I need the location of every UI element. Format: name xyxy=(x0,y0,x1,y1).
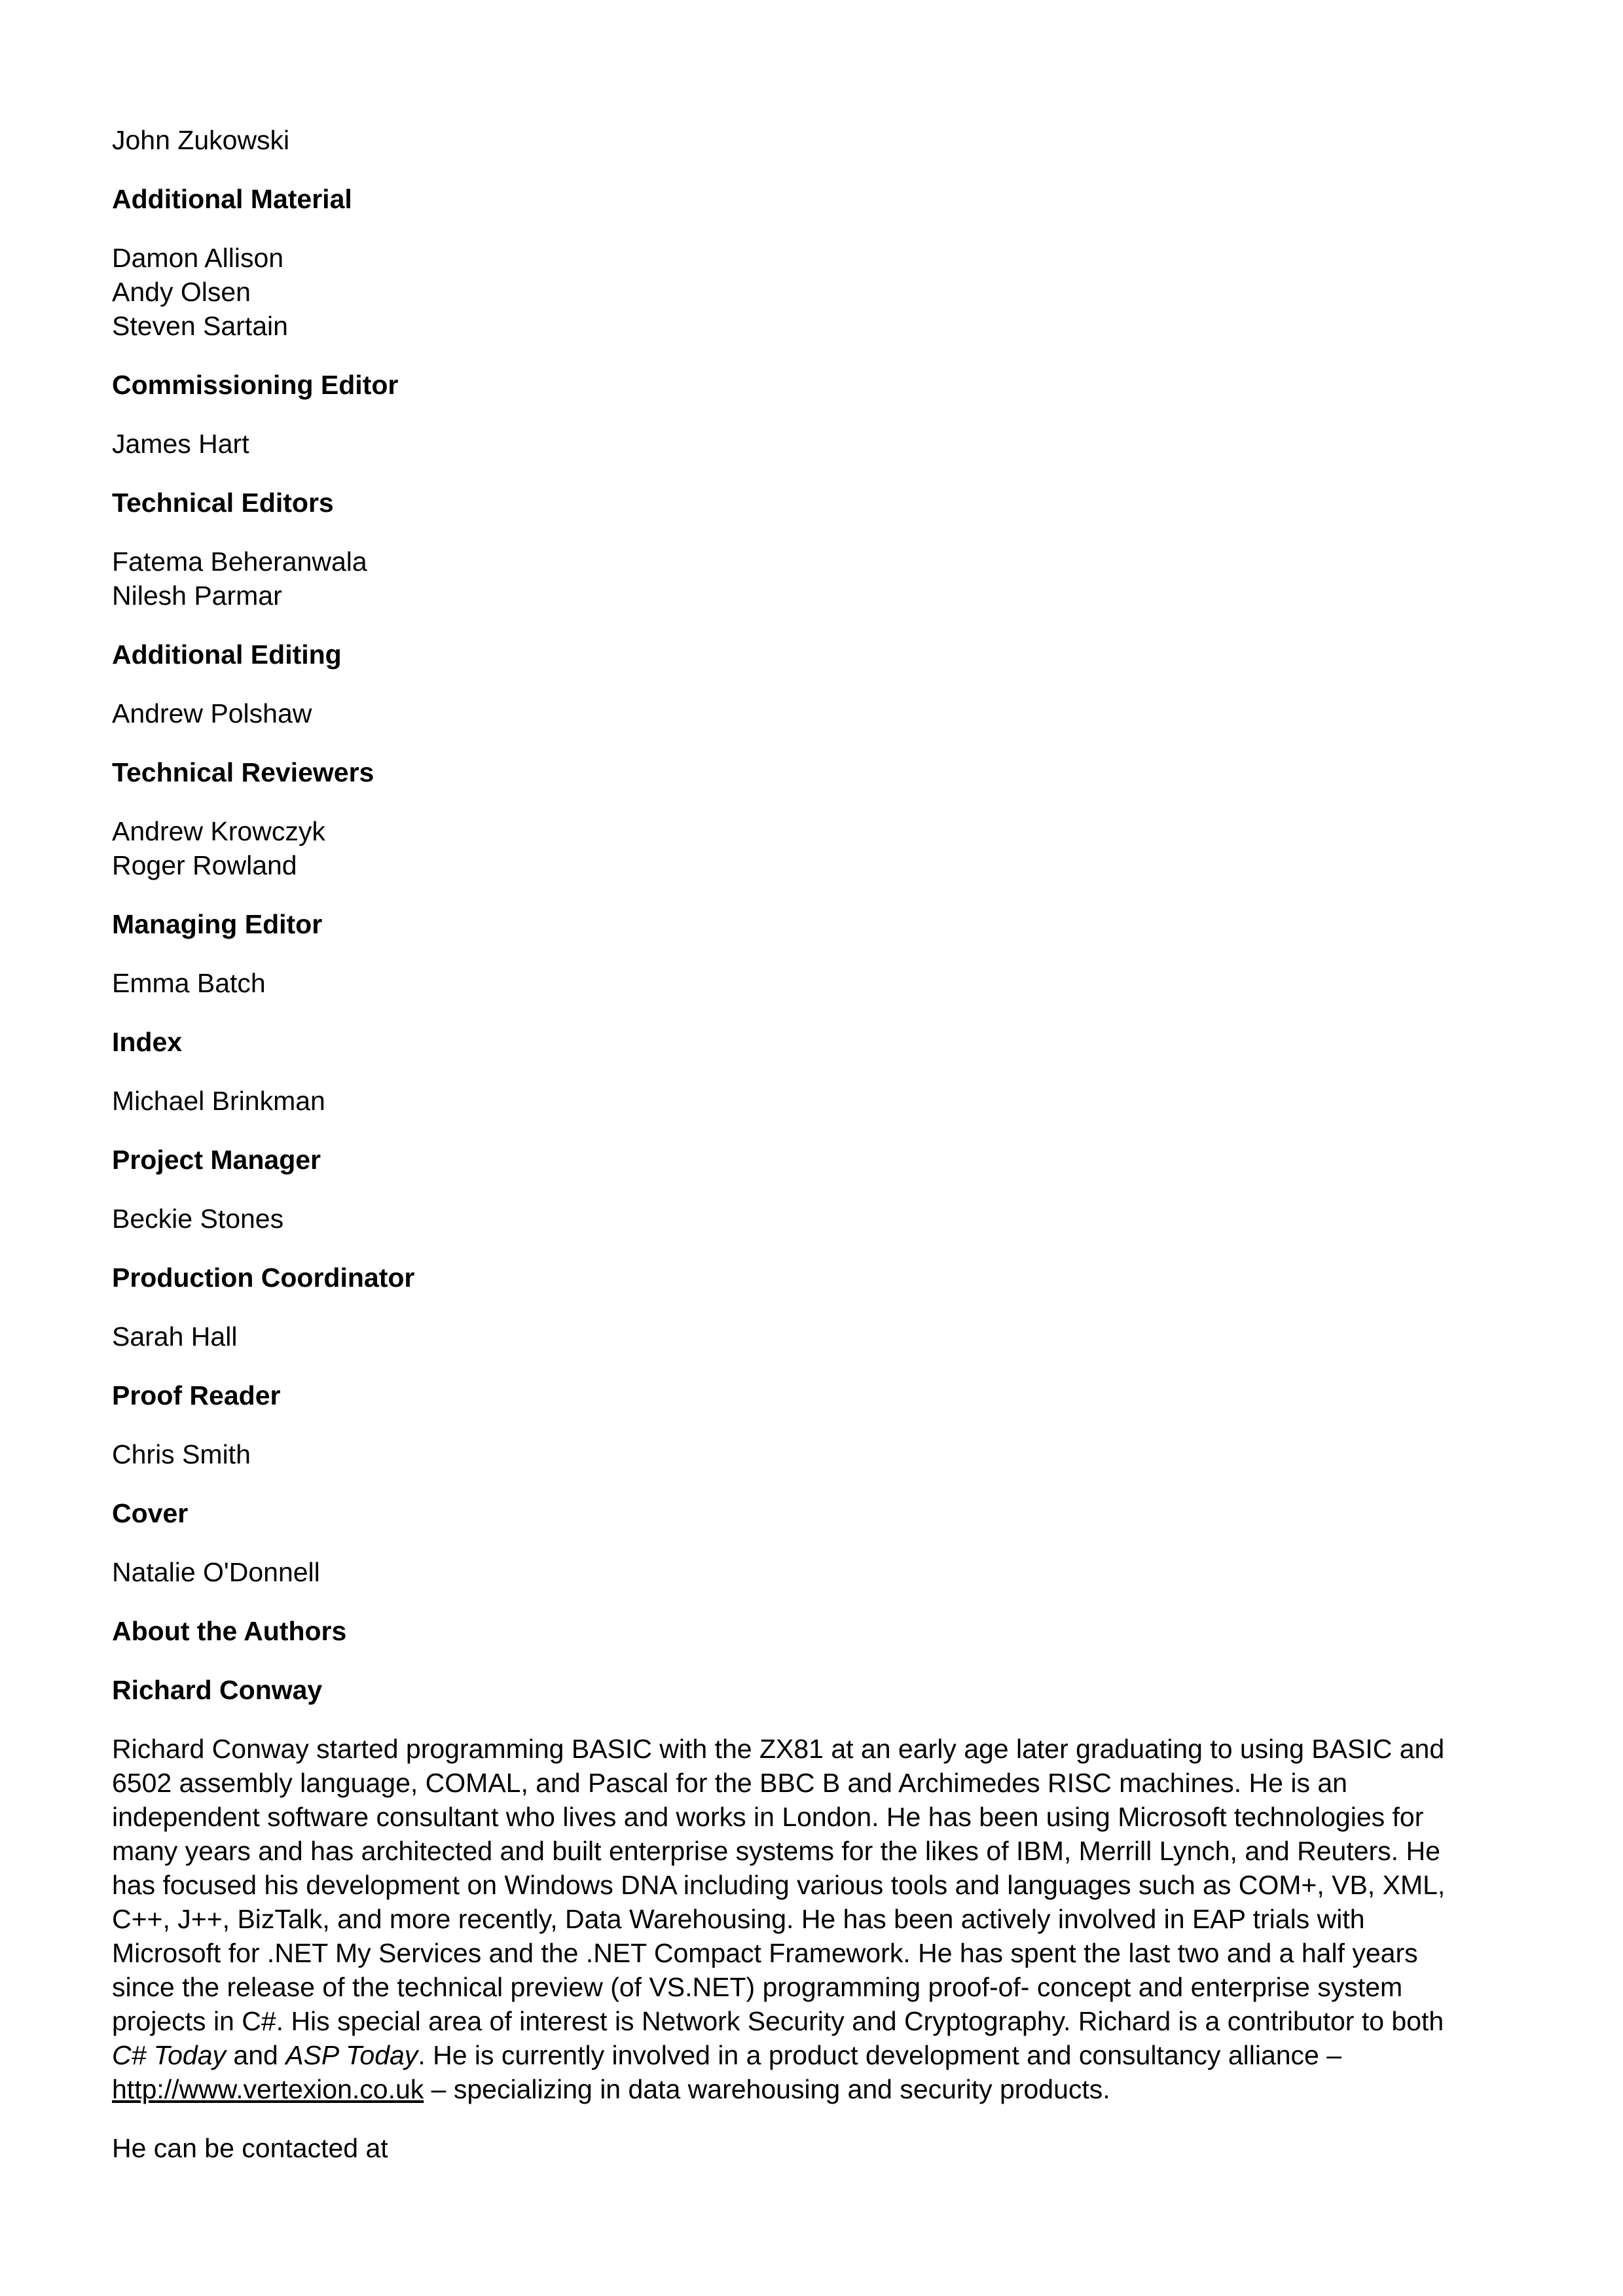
bio-text: – specializing in data warehousing and security products. xyxy=(424,2074,1110,2104)
credit-name: Emma Batch xyxy=(112,968,266,998)
document-page xyxy=(112,123,1480,2190)
credit-name: Nilesh Parmar xyxy=(112,581,282,611)
credit-role: Commissioning Editor xyxy=(112,370,399,400)
credit-name: Andrew Polshaw xyxy=(112,698,312,728)
credit-names xyxy=(112,1084,1480,1118)
credit-names xyxy=(112,1437,1480,1471)
credit-names xyxy=(112,1555,1480,1589)
credit-name: Michael Brinkman xyxy=(112,1086,325,1116)
credit-names xyxy=(112,545,1480,613)
credit-names xyxy=(112,1202,1480,1236)
bio-text: . He is currently involved in a product development and consultancy alliance – xyxy=(418,2040,1342,2070)
about-heading: About the Authors xyxy=(112,1616,347,1646)
credit-role: Additional Material xyxy=(112,184,352,214)
bio-italic-publication: C# Today xyxy=(112,2040,226,2070)
credit-role: Proof Reader xyxy=(112,1380,281,1410)
credit-name: Steven Sartain xyxy=(112,311,288,341)
author-name: Richard Conway xyxy=(112,1675,323,1705)
credit-name: Roger Rowland xyxy=(112,850,297,880)
credit-role: Cover xyxy=(112,1498,189,1528)
credit-names xyxy=(112,966,1480,1000)
bio-text: and xyxy=(226,2040,286,2070)
lead-name: John Zukowski xyxy=(112,125,290,155)
credit-name: Fatema Beheranwala xyxy=(112,547,367,577)
credit-name: Chris Smith xyxy=(112,1439,251,1469)
website-link[interactable]: http://www.vertexion.co.uk xyxy=(112,2074,424,2104)
credit-name: Natalie O'Donnell xyxy=(112,1557,320,1587)
credit-name: Andy Olsen xyxy=(112,277,251,307)
credit-role: Managing Editor xyxy=(112,909,323,939)
credit-names xyxy=(112,696,1480,730)
credit-names xyxy=(112,1319,1480,1354)
credit-name: Andrew Krowczyk xyxy=(112,816,325,846)
credit-role: Project Manager xyxy=(112,1145,321,1175)
credits-list xyxy=(112,182,1480,1589)
credit-role: Production Coordinator xyxy=(112,1263,415,1293)
credit-names xyxy=(112,427,1480,461)
credit-role: Additional Editing xyxy=(112,639,342,670)
credit-name: Sarah Hall xyxy=(112,1321,238,1352)
credit-name: James Hart xyxy=(112,429,249,459)
credit-role: Technical Reviewers xyxy=(112,757,374,787)
credit-role: Technical Editors xyxy=(112,488,334,518)
credit-names xyxy=(112,241,1480,343)
credit-name: Damon Allison xyxy=(112,243,284,273)
bio-text: Richard Conway started programming BASIC with the ZX81 at an early age later graduating to using BASIC and 6502 assembly language, COMAL, and Pascal for the BBC B and Archimedes RISC machines. He is an independent software consultant who lives and works in London. He has been using Microsoft technologies for many years and has architected and built enterprise systems for the likes of IBM, Merrill Lynch, and Reuters. He has focused his development on Windows DNA including various tools and languages such as COM+, VB, XML, C++, J++, BizTalk, and more recently, Data Warehousing. He has been actively involved in EAP trials with Microsoft for .NET My Services and the .NET Compact Framework. He has spent the last two and a half years since the release of the technical preview (of VS.NET) programming proof-of- concept and enterprise system projects in C#. His special area of interest is Network Security and Cryptography. Richard is a contributor to both xyxy=(112,1734,1446,2036)
author-bio xyxy=(112,1732,1480,2106)
credit-name: Beckie Stones xyxy=(112,1204,284,1234)
bio-italic-publication: ASP Today xyxy=(285,2040,418,2070)
credit-role: Index xyxy=(112,1027,183,1057)
credit-names xyxy=(112,814,1480,882)
contact-line: He can be contacted at xyxy=(112,2133,388,2163)
